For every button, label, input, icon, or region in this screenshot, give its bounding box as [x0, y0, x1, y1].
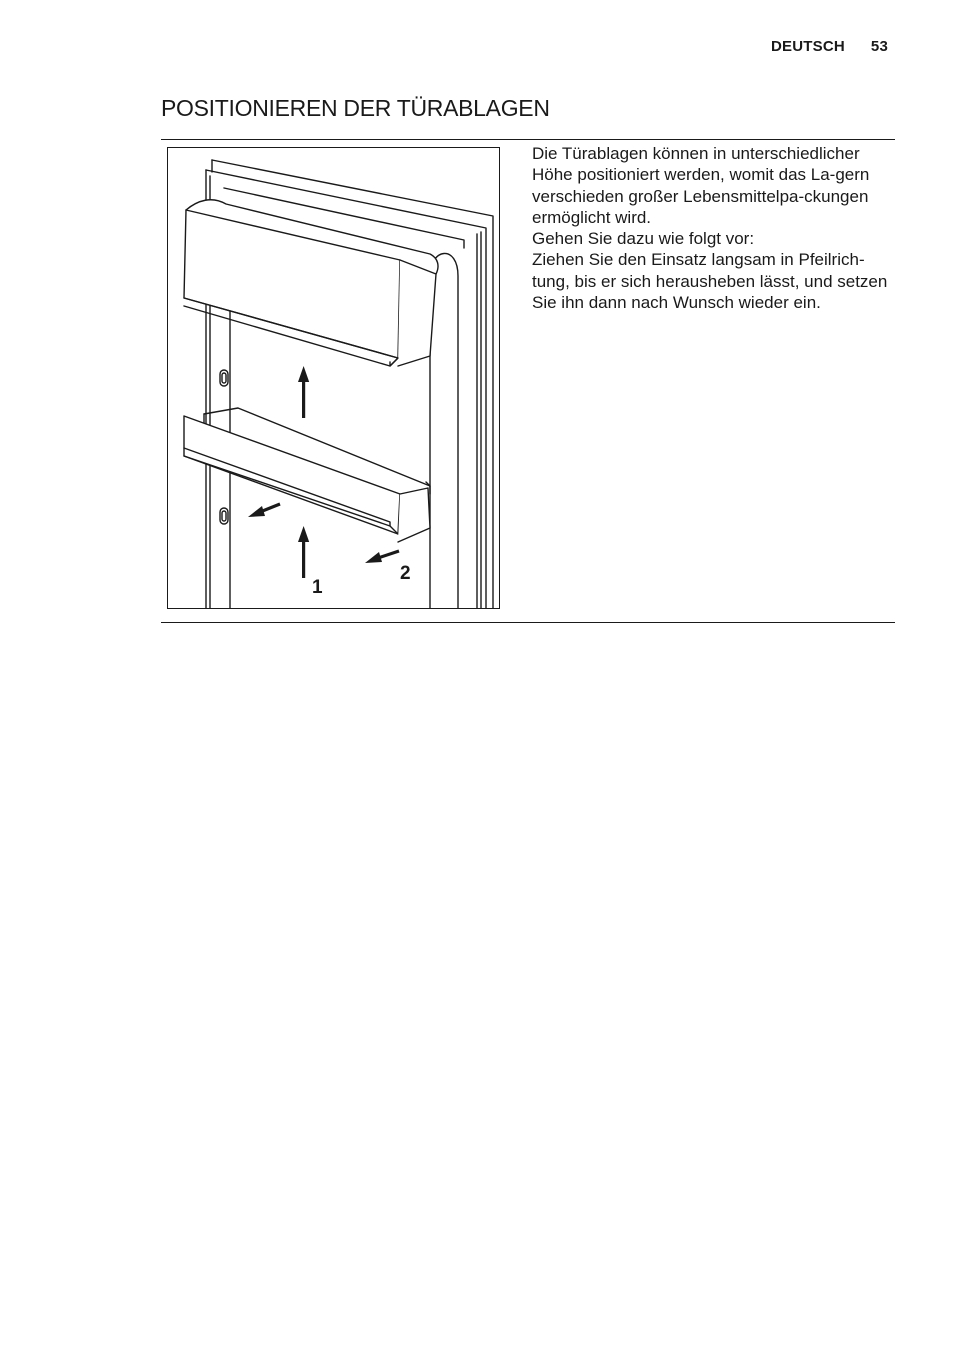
page-number: 53	[870, 38, 888, 55]
arrow-up-upper-shaft	[302, 380, 305, 418]
header-language: DEUTSCH	[771, 38, 845, 55]
paragraph-step: Ziehen Sie den Einsatz langsam in Pfeilrich-tung, bis er sich herausheben lässt, und setzen Sie ihn dann nach Wunsch wieder ein.	[532, 250, 888, 313]
arrow-left-upper-icon	[248, 506, 265, 517]
door-shelf-illustration	[167, 147, 500, 609]
lower-shelf-side	[398, 488, 430, 542]
top-rule	[161, 139, 895, 140]
callout-1: 1	[312, 577, 323, 598]
upper-shelf-side	[398, 260, 436, 366]
arrow-up-lower-shaft	[302, 540, 305, 578]
paragraph-intro: Die Türablagen können in unterschiedlicher Höhe positioniert werden, womit das La-gern verschieden großer Lebensmittelpa-ckungen ermöglicht wird.	[532, 144, 870, 227]
instruction-text	[532, 143, 892, 313]
door-shelf-drawing	[168, 148, 500, 609]
arrow-up-upper-icon	[298, 366, 309, 382]
paragraph-step-lead: Gehen Sie dazu wie folgt vor:	[532, 229, 755, 249]
bottom-rule	[161, 622, 895, 623]
page-header	[771, 38, 888, 55]
arrow-left-lower-shaft	[378, 551, 399, 558]
arrow-up-lower-icon	[298, 526, 309, 542]
arrow-left-lower-icon	[365, 552, 382, 563]
section-title: POSITIONIEREN DER TÜRABLAGEN	[161, 95, 550, 121]
callout-2: 2	[400, 563, 411, 584]
lower-shelf-front	[184, 416, 400, 534]
